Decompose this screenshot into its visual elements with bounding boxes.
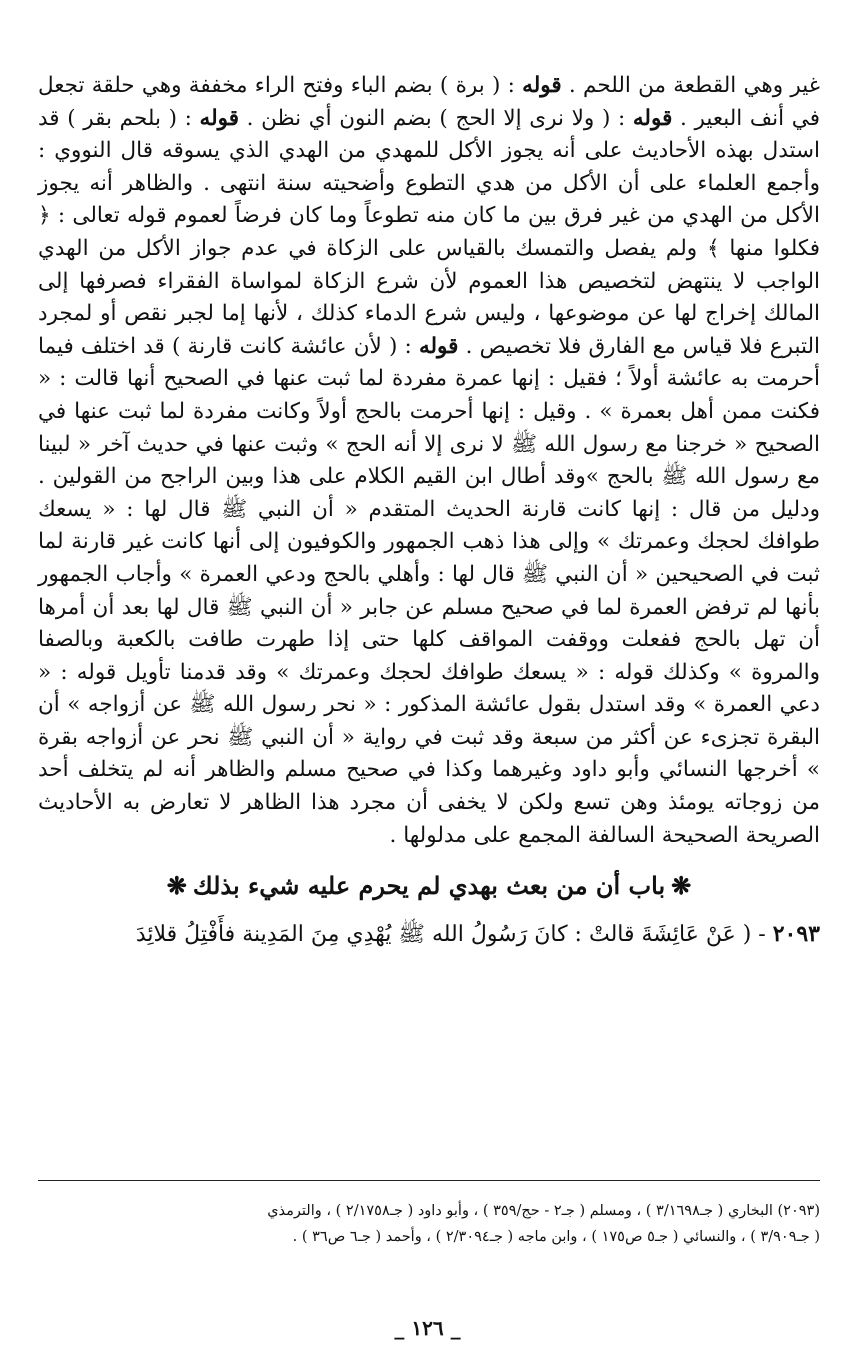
footnote-divider [38,1180,820,1181]
keyword-qawluhu: قوله [522,73,562,98]
commentary-text: : ( ولا نرى إلا الحج ) بضم النون أي نظن . [239,105,633,131]
commentary-paragraph [38,70,820,852]
page-content [38,70,820,955]
footnote-line: ( جـ٣/٩٠٩ ) ، والنسائي ( جـ٥ ص١٧٥ ) ، وابن ماجه ( جـ٢/٣٠٩٤ ) ، وأحمد ( جـ٦ ص٣٦ ) . [292,1229,820,1245]
hadith-entry [38,914,820,955]
page-number: _ ١٢٦ _ [394,1316,461,1340]
keyword-qawluhu: قوله [632,105,673,131]
section-title: باب أن من بعث بهدي لم يحرم عليه شيء بذلك [192,871,666,901]
keyword-qawluhu: قوله [418,333,459,359]
commentary-text: : ( بلحم بقر ) قد استدل بهذه الأحاديث على أنه يجوز الأكل للمهدي من الهدي الذي يسوقه قال النووي : وأجمع العلماء على أن الأكل من هدي التطوع وأضحيته سنة انتهى . والظاهر أنه يجوز الأكل من الهدي من غير فرق بين ما كان منه تطوعاً وما كان فرضاً لعموم قوله تعالى : ﴿ فكلوا منها ﴾ ولم يفصل والتمسك بالقياس على الزكاة في عدم جواز الأكل من الهدي الواجب لا ينتهض لتخصيص هذا العموم لأن شرع الزكاة لمواساة الفقراء فصرفها إلى المالك إخراج لها عن موضوعها ، وليس شرع الدماء كذلك ، لأنها إما لجبر نقص أو لمجرد التبرع فلا قياس مع الفارق فلا تخصيص . [38,105,820,359]
footnotes [38,1198,820,1250]
star-ornament-icon: ❋ [671,871,692,901]
keyword-qawluhu: قوله [199,105,240,131]
footnote-line: (٢٠٩٣) البخاري ( جـ٣/١٦٩٨ ) ، ومسلم ( جـ٢ - حج/٣٥٩ ) ، وأبو داود ( جـ٢/١٧٥٨ ) ، والترمذي [267,1203,820,1219]
commentary-text: غير وهي القطعة من اللحم . [561,73,820,98]
hadith-text: - ( عَنْ عَائِشَةَ قالتْ : كانَ رَسُولُ الله ﷺ يُهْدِي مِنَ المَدِينة فأَفْتِلُ قلائِدَ [135,922,773,948]
hadith-number: ٢٠٩٣ [772,921,820,948]
star-ornament-icon: ❋ [166,871,187,901]
commentary-body [38,70,820,852]
commentary-text: : ( لأن عائشة كانت قارنة ) قد اختلف فيما أحرمت به عائشة أولاً ؛ فقيل : إنها عمرة مفردة لما ثبت عنها في الصحيح أنها قالت : « فكنت ممن أهل بعمرة » . وقيل : إنها أحرمت بالحج أولاً وكانت مفردة لما ثبت عنها في الصحيح « خرجنا مع رسول الله ﷺ لا نرى إلا أنه الحج » وثبت عنها في حديث آخر « لبينا مع رسول الله ﷺ بالحج »وقد أطال ابن القيم الكلام على هذا وبين الراجح من القولين . ودليل من قال : إنها كانت قارنة الحديث المتقدم « أن النبي ﷺ قال لها : « يسعك طوافك لحجك وعمرتك » وإلى هذا ذهب الجمهور والكوفيون إلى أنها كانت غير قارنة لما ثبت في الصحيحين « أن النبي ﷺ قال لها : وأهلي بالحج ودعي العمرة » وأجاب الجمهور بأنها لم ترفض العمرة لما في صحيح مسلم عن جابر « أن النبي ﷺ قال لها بعد أن أمرها أن تهل بالحج ففعلت ووقفت المواقف كلها حتى إذا طهرت طافت بالكعبة وبالصفا والمروة » وكذلك قوله : « يسعك طوافك لحجك وعمرتك » وقد قدمنا تأويل قوله : « دعي العمرة » وقد استدل بقول عائشة المذكور : « نحر رسول الله ﷺ عن أزواجه » أن البقرة تجزىء عن أكثر من سبعة وقد ثبت في رواية « أن النبي ﷺ نحر عن أزواجه بقرة » أخرجها النسائي وأبو داود وغيرهما وكذا في صحيح مسلم والظاهر أنه لم يتخلف أحد من زوجاته يومئذ وهن تسع ولكن لا يخفى أن مجرد هذا الظاهر لا تعارض به الأحاديث الصريحة الصحيحة السالفة المجمع على مدلولها . [38,333,820,848]
section-heading [38,864,820,908]
commentary-text: : ( برة ) بضم الباء وفتح الراء مخففة وهي حلقة تجعل في أنف البعير . [38,73,820,131]
